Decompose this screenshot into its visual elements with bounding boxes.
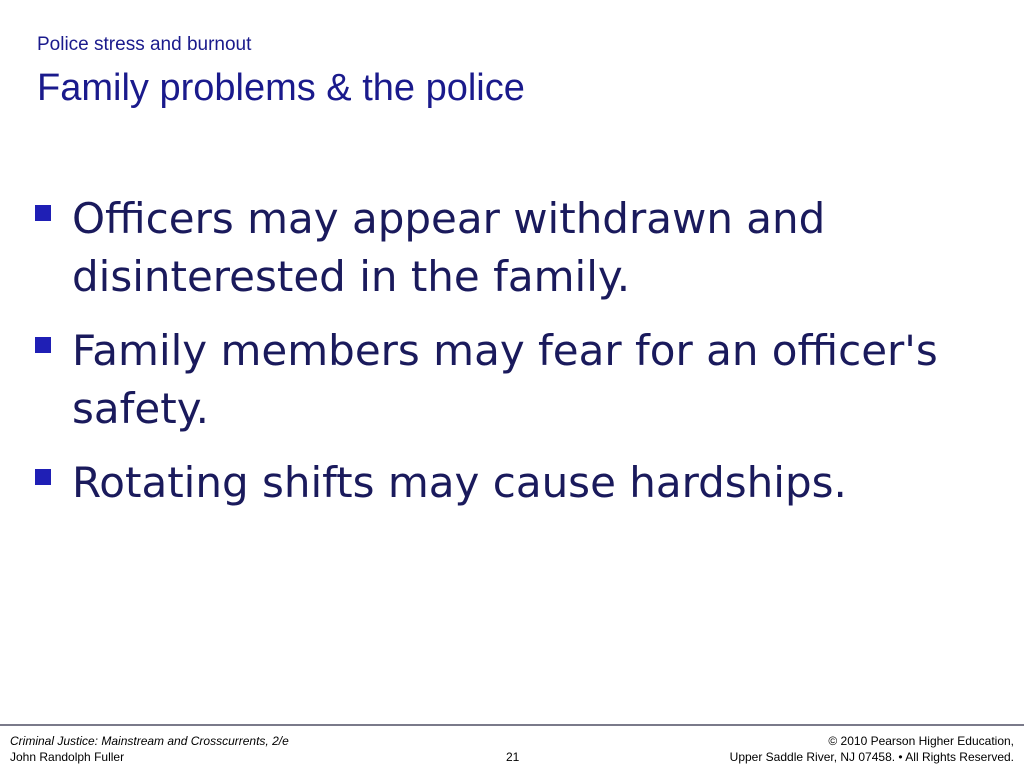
- page-number: 21: [506, 750, 520, 764]
- bullet-text: Family members may fear for an officer's safety.: [72, 326, 938, 433]
- bullet-item: [30, 454, 990, 512]
- bullet-item: [30, 322, 990, 438]
- footer-divider: [0, 724, 1024, 726]
- section-subtitle: Police stress and burnout: [37, 34, 252, 55]
- footer-book-title: Criminal Justice: Mainstream and Crosscurrents, 2/e: [10, 734, 289, 748]
- footer-author: John Randolph Fuller: [10, 750, 125, 764]
- copyright-line-1: © 2010 Pearson Higher Education,: [828, 734, 1014, 748]
- copyright-line-2: Upper Saddle River, NJ 07458. • All Rights Reserved.: [729, 750, 1014, 764]
- bullet-text: Officers may appear withdrawn and disinterested in the family.: [72, 194, 826, 301]
- bullet-text: Rotating shifts may cause hardships.: [72, 458, 847, 507]
- bullet-item: [30, 190, 990, 306]
- bullet-list: [30, 190, 990, 528]
- square-bullet-icon: [35, 337, 51, 353]
- slide-title: Family problems & the police: [37, 67, 525, 109]
- footer-copyright: [730, 733, 1014, 765]
- square-bullet-icon: [35, 205, 51, 221]
- footer-book-info: [10, 733, 289, 765]
- square-bullet-icon: [35, 469, 51, 485]
